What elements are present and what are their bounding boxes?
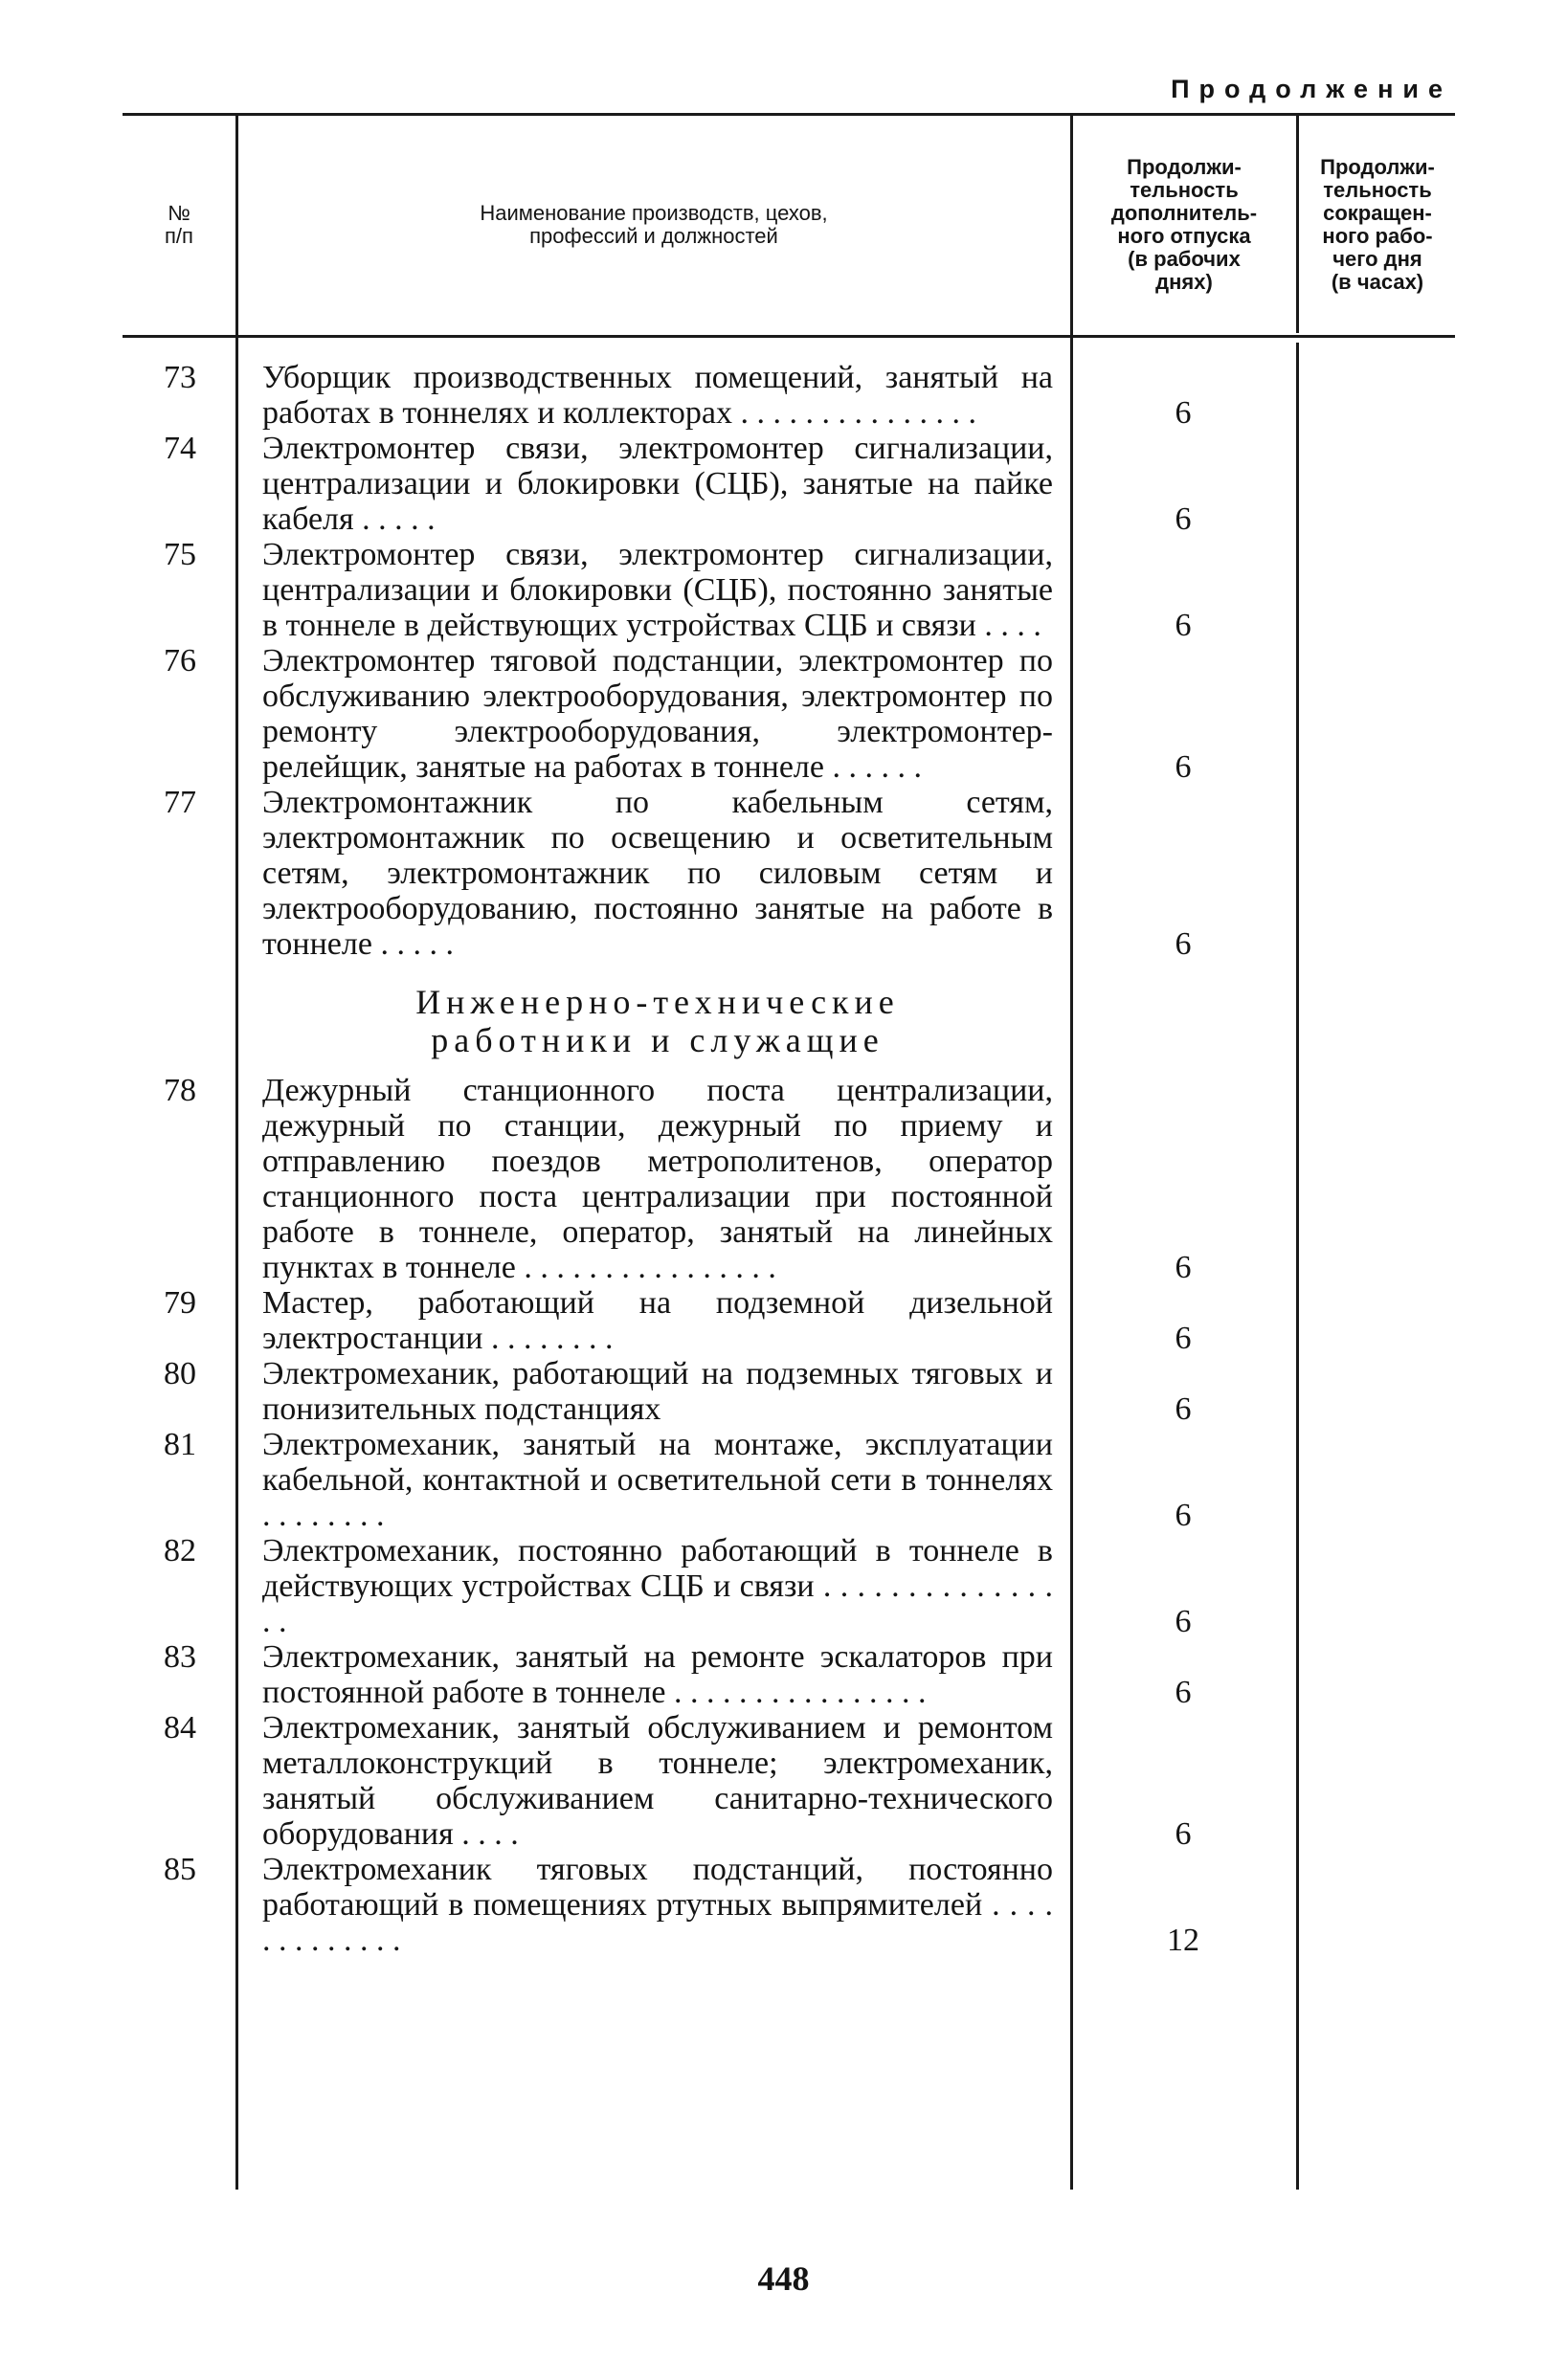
- table-row: [123, 1710, 1455, 1852]
- table-row: [123, 643, 1455, 785]
- row-leave: 6: [1175, 395, 1192, 431]
- table-row: [123, 1639, 1455, 1710]
- row-text: Мастер, работающий на подземной дизельной электростанции . . . . . . . .: [262, 1285, 1053, 1356]
- header-extra-leave: Продолжи- тельность дополнитель- ного отпуска (в рабочих днях): [1110, 155, 1258, 294]
- table-row: [123, 1073, 1455, 1285]
- table-header-rule: [123, 335, 1455, 338]
- header-reduced-day: Продолжи- тельность сокращен- ного рабо- чего дня (в часах): [1320, 155, 1435, 294]
- row-number: 82: [164, 1533, 196, 1568]
- row-number: 84: [164, 1710, 196, 1746]
- table-top-rule: [123, 113, 1455, 116]
- row-leave: 12: [1167, 1923, 1199, 1958]
- row-text: Электромеханик, занятый на ремонте эскалаторов при постоянной работе в тоннеле . . . . . . . . . . . . . . . .: [262, 1639, 1053, 1710]
- row-text: Электромеханик, работающий на подземных тяговых и понизительных подстанциях: [262, 1356, 1053, 1427]
- table-body: [123, 360, 1455, 1958]
- row-leave: 6: [1175, 926, 1192, 962]
- row-number: 79: [164, 1285, 196, 1321]
- row-text: Электромеханик тяговых подстанций, постоянно работающий в помещениях ртутных выпрямителей . . . . . . . . . . . . .: [262, 1852, 1053, 1958]
- row-number: 77: [164, 785, 196, 820]
- page-number: 448: [757, 2259, 810, 2298]
- table-row: [123, 1533, 1455, 1639]
- row-number: 76: [164, 643, 196, 678]
- row-leave: 6: [1175, 608, 1192, 643]
- row-leave: 6: [1175, 1675, 1192, 1710]
- table-row: [123, 360, 1455, 431]
- continued-label: Продолжение: [1171, 75, 1452, 103]
- row-text: Электромонтер связи, электромонтер сигнализации, централизации и блокировки (СЦБ), постоянно занятые в тоннеле в действующих устройствах СЦБ и связи . . . .: [262, 537, 1053, 643]
- row-text: Электромеханик, постоянно работающий в тоннеле в действующих устройствах СЦБ и связи . . . . . . . . . . . . . . . .: [262, 1533, 1053, 1639]
- row-number: 85: [164, 1852, 196, 1887]
- row-number: 78: [164, 1073, 196, 1108]
- row-number: 75: [164, 537, 196, 572]
- row-number: 73: [164, 360, 196, 395]
- header-name: Наименование производств, цехов, профессий и должностей: [480, 201, 828, 248]
- row-text: Электромеханик, занятый на монтаже, эксплуатации кабельной, контактной и осветительной сети в тоннелях . . . . . . . .: [262, 1427, 1053, 1533]
- row-leave: 6: [1175, 1250, 1192, 1285]
- table-row: [123, 431, 1455, 537]
- table-row: [123, 1427, 1455, 1533]
- table-row: [123, 1285, 1455, 1356]
- row-text: Уборщик производственных помещений, занятый на работах в тоннелях и коллекторах . . . . . . . . . . . . . . .: [262, 360, 1053, 431]
- row-text: Электромонтер тяговой подстанции, электромонтер по обслуживанию электрооборудования, электромонтер по ремонту электрооборудования, электромонтер-релейщик, занятые на работах в тоннеле . . . . . .: [262, 643, 1053, 785]
- row-number: 81: [164, 1427, 196, 1462]
- table: [123, 113, 1455, 2190]
- row-text: Электромеханик, занятый обслуживанием и ремонтом металлоконструкций в тоннеле; электромеханик, занятый обслуживанием санитарно-технического оборудования . . . .: [262, 1710, 1053, 1852]
- row-leave: 6: [1175, 1321, 1192, 1356]
- header-number: № п/п: [165, 201, 193, 248]
- row-leave: 6: [1175, 1498, 1192, 1533]
- row-text: Электромонтер связи, электромонтер сигнализации, централизации и блокировки (СЦБ), занятые на пайке кабеля . . . . .: [262, 431, 1053, 537]
- row-number: 74: [164, 431, 196, 466]
- row-leave: 6: [1175, 1604, 1192, 1639]
- table-row: [123, 1356, 1455, 1427]
- row-leave: 6: [1175, 501, 1192, 537]
- row-number: 80: [164, 1356, 196, 1391]
- table-row: [123, 785, 1455, 962]
- row-leave: 6: [1175, 749, 1192, 785]
- column-divider: [1296, 113, 1299, 333]
- row-text: Электромонтажник по кабельным сетям, электромонтажник по освещению и осветительным сетям, электромонтажник по силовым сетям и электрооборудованию, постоянно занятые на работе в тоннеле . . . . .: [262, 785, 1053, 962]
- row-text: Дежурный станционного поста централизации, дежурный по станции, дежурный по приему и отправлению поездов метрополитенов, оператор станционного поста централизации при постоянной работе в тоннеле, оператор, занятый на линейных пунктах в тоннеле . . . . . . . . . . . . . . . .: [262, 1073, 1053, 1285]
- row-number: 83: [164, 1639, 196, 1675]
- table-row: [123, 537, 1455, 643]
- table-row: [123, 1852, 1455, 1958]
- row-leave: 6: [1175, 1816, 1192, 1852]
- row-leave: 6: [1175, 1391, 1192, 1427]
- section-title: Инженерно-технические работники и служащие: [415, 983, 900, 1059]
